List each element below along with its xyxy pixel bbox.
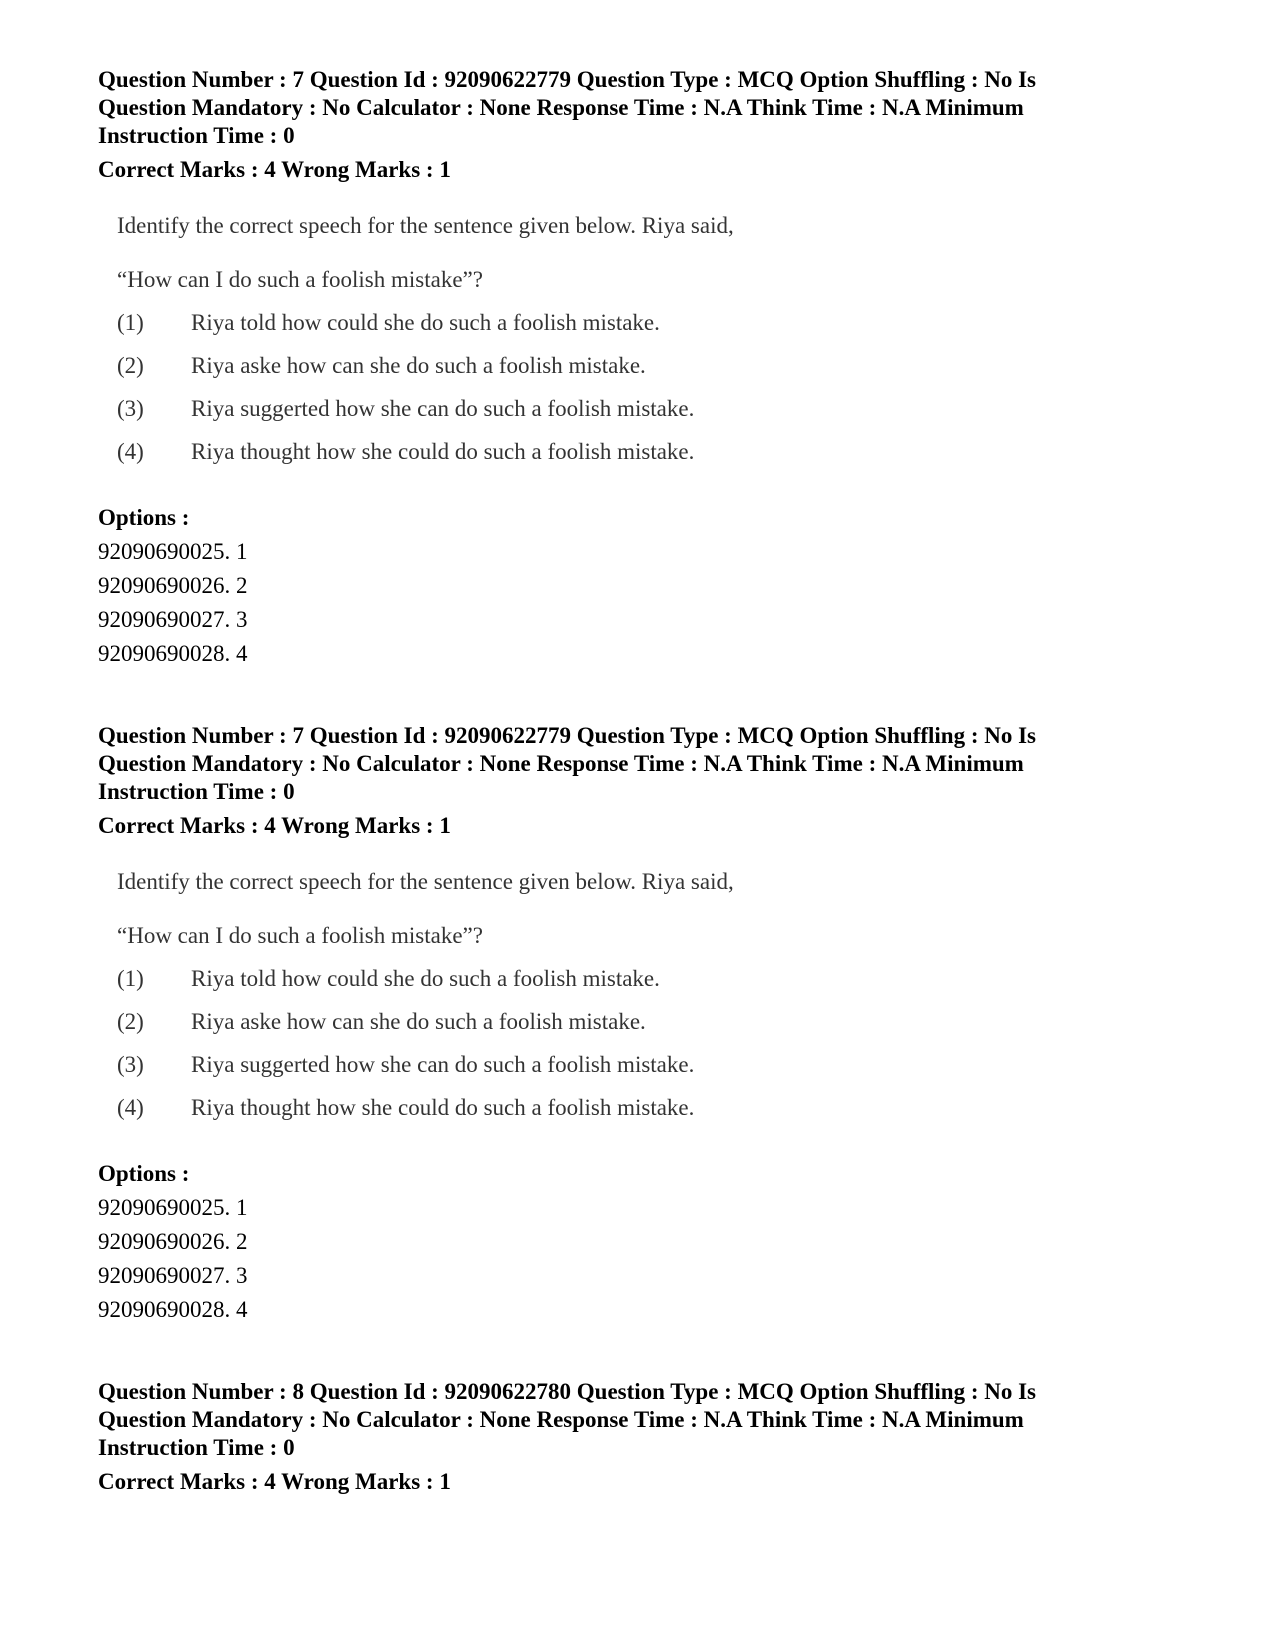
choice-number: (1) — [117, 310, 144, 335]
question-meta-line-3: Instruction Time : 0 — [98, 779, 295, 804]
choice-text: Riya told how could she do such a foolish mistake. — [191, 310, 660, 335]
question-meta-line-3: Instruction Time : 0 — [98, 1435, 295, 1460]
option-row: 92090690028. 4 — [98, 1297, 248, 1322]
choice-number: (4) — [117, 439, 144, 464]
question-text: Identify the correct speech for the sentence given below. Riya said, — [117, 213, 734, 238]
question-block-1 — [98, 66, 1188, 668]
question-image — [117, 868, 877, 1122]
option-row: 92090690028. 4 — [98, 641, 248, 666]
choice-text: Riya thought how she could do such a foolish mistake. — [191, 439, 695, 464]
question-image — [117, 212, 877, 466]
options-heading: Options : — [98, 1161, 190, 1186]
choice-2 — [117, 352, 877, 380]
question-quote: “How can I do such a foolish mistake”? — [117, 267, 483, 292]
option-row: 92090690027. 3 — [98, 1263, 248, 1288]
choice-text: Riya suggerted how she can do such a foolish mistake. — [191, 1052, 695, 1077]
marks-line: Correct Marks : 4 Wrong Marks : 1 — [98, 813, 451, 838]
question-meta-line-3: Instruction Time : 0 — [98, 123, 295, 148]
choice-text: Riya aske how can she do such a foolish mistake. — [191, 1009, 646, 1034]
choice-1 — [117, 309, 877, 337]
question-block-2 — [98, 722, 1188, 1324]
question-meta-line-1: Question Number : 7 Question Id : 92090622779 Question Type : MCQ Option Shuffling : No Is — [98, 67, 1037, 92]
option-row: 92090690026. 2 — [98, 573, 248, 598]
choice-2 — [117, 1008, 877, 1036]
choice-1 — [117, 965, 877, 993]
choice-4 — [117, 438, 877, 466]
choice-4 — [117, 1094, 877, 1122]
choice-number: (3) — [117, 1052, 144, 1077]
question-quote: “How can I do such a foolish mistake”? — [117, 923, 483, 948]
choice-3 — [117, 395, 877, 423]
choice-number: (2) — [117, 1009, 144, 1034]
question-meta-line-2: Question Mandatory : No Calculator : None Response Time : N.A Think Time : N.A Minimum — [98, 95, 1024, 120]
option-row: 92090690026. 2 — [98, 1229, 248, 1254]
choice-number: (2) — [117, 353, 144, 378]
options-heading: Options : — [98, 505, 190, 530]
question-meta-line-1: Question Number : 7 Question Id : 92090622779 Question Type : MCQ Option Shuffling : No Is — [98, 723, 1037, 748]
choice-number: (3) — [117, 396, 144, 421]
choice-number: (4) — [117, 1095, 144, 1120]
question-meta-line-2: Question Mandatory : No Calculator : None Response Time : N.A Think Time : N.A Minimum — [98, 1407, 1024, 1432]
question-meta-line-1: Question Number : 8 Question Id : 92090622780 Question Type : MCQ Option Shuffling : No Is — [98, 1379, 1037, 1404]
choice-number: (1) — [117, 966, 144, 991]
choice-text: Riya aske how can she do such a foolish mistake. — [191, 353, 646, 378]
marks-line: Correct Marks : 4 Wrong Marks : 1 — [98, 157, 451, 182]
question-text: Identify the correct speech for the sentence given below. Riya said, — [117, 869, 734, 894]
choice-text: Riya thought how she could do such a foolish mistake. — [191, 1095, 695, 1120]
question-meta-line-2: Question Mandatory : No Calculator : None Response Time : N.A Think Time : N.A Minimum — [98, 751, 1024, 776]
choice-text: Riya suggerted how she can do such a foolish mistake. — [191, 396, 695, 421]
marks-line: Correct Marks : 4 Wrong Marks : 1 — [98, 1469, 451, 1494]
option-row: 92090690025. 1 — [98, 1195, 248, 1220]
question-block-3 — [98, 1378, 1188, 1496]
choice-text: Riya told how could she do such a foolish mistake. — [191, 966, 660, 991]
option-row: 92090690027. 3 — [98, 607, 248, 632]
choice-3 — [117, 1051, 877, 1079]
option-row: 92090690025. 1 — [98, 539, 248, 564]
